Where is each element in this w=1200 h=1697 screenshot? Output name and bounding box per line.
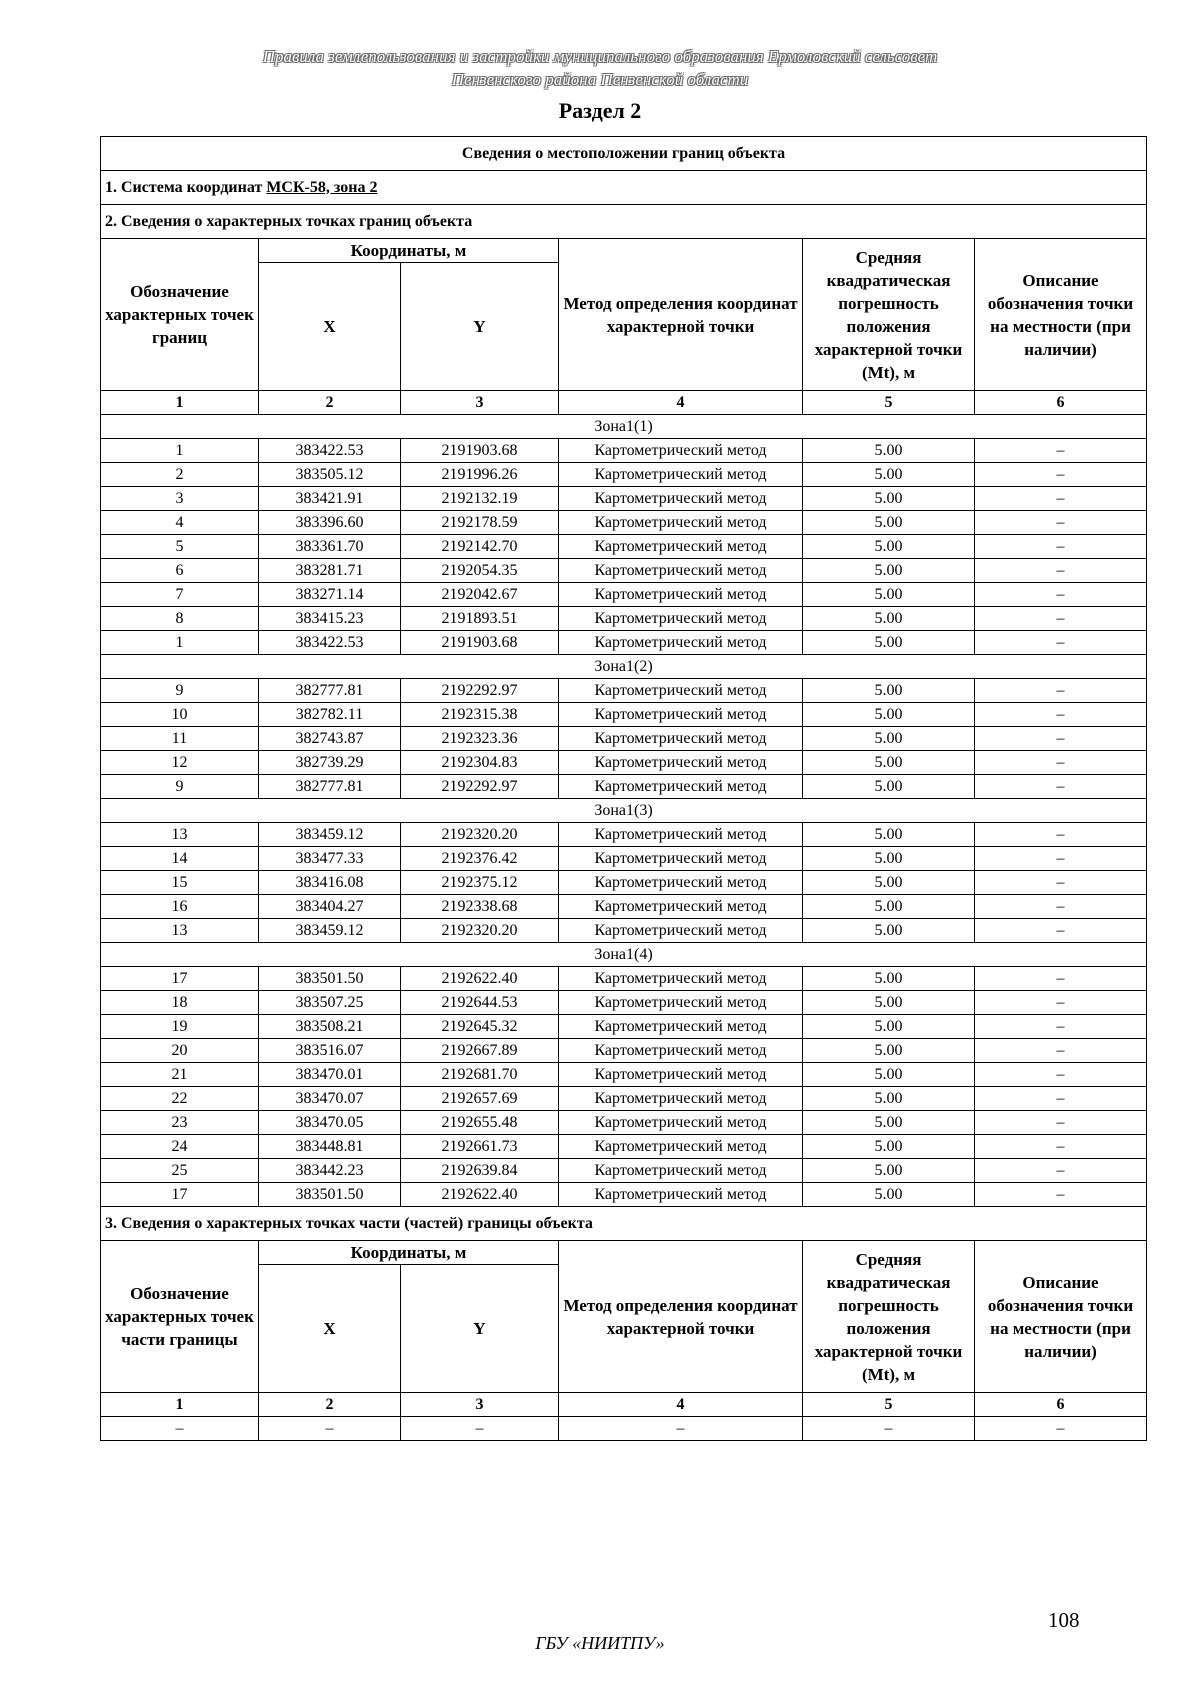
error-value: 5.00 <box>803 1183 975 1207</box>
description: – <box>975 1087 1147 1111</box>
running-header-line1: Правила землепользования и застройки муниципального образования Ермоловский сельсовет <box>262 47 938 66</box>
method: Картометрический метод <box>559 1135 803 1159</box>
point-number: 6 <box>101 559 259 583</box>
coord-y: 2192622.40 <box>401 1183 559 1207</box>
table-row <box>101 607 1147 631</box>
point-number: 2 <box>101 463 259 487</box>
point-number: 13 <box>101 823 259 847</box>
table-row <box>101 1159 1147 1183</box>
coord-x: 383507.25 <box>259 991 401 1015</box>
description: – <box>975 895 1147 919</box>
description: – <box>975 1039 1147 1063</box>
coord-y: 2192320.20 <box>401 919 559 943</box>
method: Картометрический метод <box>559 775 803 799</box>
coord-y: 2192338.68 <box>401 895 559 919</box>
coord-y: 2192292.97 <box>401 775 559 799</box>
point-number: 19 <box>101 1015 259 1039</box>
description: – <box>975 847 1147 871</box>
col-header-designation-part: Обозначение характерных точек части границы <box>101 1241 259 1393</box>
error-value: 5.00 <box>803 583 975 607</box>
method: Картометрический метод <box>559 679 803 703</box>
description: – <box>975 871 1147 895</box>
description: – <box>975 775 1147 799</box>
col-number: 3 <box>401 391 559 415</box>
error-value: 5.00 <box>803 607 975 631</box>
description: – <box>975 1063 1147 1087</box>
coord-x: 383271.14 <box>259 583 401 607</box>
method: Картометрический метод <box>559 895 803 919</box>
table-caption: Сведения о местоположении границ объекта <box>101 137 1147 171</box>
coord-y: 2192667.89 <box>401 1039 559 1063</box>
coord-x: 383442.23 <box>259 1159 401 1183</box>
error-value: 5.00 <box>803 823 975 847</box>
error-value: 5.00 <box>803 895 975 919</box>
table-row <box>101 991 1147 1015</box>
col-number: 5 <box>803 1393 975 1417</box>
col-header-error: Средняя квадратическая погрешность положения характерной точки (Mt), м <box>803 239 975 391</box>
method: Картометрический метод <box>559 1111 803 1135</box>
table-row <box>101 775 1147 799</box>
coord-x: 383421.91 <box>259 487 401 511</box>
point-number: 21 <box>101 1063 259 1087</box>
coord-system-row <box>101 171 1147 205</box>
method: Картометрический метод <box>559 1159 803 1183</box>
description: – <box>975 607 1147 631</box>
method: Картометрический метод <box>559 823 803 847</box>
coord-y: 2192292.97 <box>401 679 559 703</box>
method: Картометрический метод <box>559 967 803 991</box>
description: – <box>975 919 1147 943</box>
table-row <box>101 679 1147 703</box>
table-row <box>101 967 1147 991</box>
error-value: 5.00 <box>803 535 975 559</box>
table-row <box>101 631 1147 655</box>
running-header-line2: Пензенского района Пензенской области <box>451 70 749 89</box>
coord-y: 2192304.83 <box>401 751 559 775</box>
method: Картометрический метод <box>559 727 803 751</box>
col-number: 1 <box>101 1393 259 1417</box>
col-header-designation: Обозначение характерных точек границ <box>101 239 259 391</box>
point-number: 7 <box>101 583 259 607</box>
point-number: 17 <box>101 1183 259 1207</box>
coord-y: 2192639.84 <box>401 1159 559 1183</box>
page-number: 108 <box>1048 1608 1080 1632</box>
error-value: 5.00 <box>803 1111 975 1135</box>
point-number: 18 <box>101 991 259 1015</box>
table-row <box>101 1135 1147 1159</box>
zone-row <box>101 655 1147 679</box>
description: – <box>975 511 1147 535</box>
table-row <box>101 1039 1147 1063</box>
col-number: 6 <box>975 391 1147 415</box>
error-value: 5.00 <box>803 1087 975 1111</box>
col-header-description: Описание обозначения точки на местности (при наличии) <box>975 1241 1147 1393</box>
boundary-table <box>100 136 1147 1441</box>
coord-y: 2192042.67 <box>401 583 559 607</box>
description: – <box>975 463 1147 487</box>
error-value: 5.00 <box>803 1063 975 1087</box>
col-number-row <box>101 391 1147 415</box>
point-number: 20 <box>101 1039 259 1063</box>
coord-x: 383448.81 <box>259 1135 401 1159</box>
point-number: 9 <box>101 679 259 703</box>
zone-label: Зона1(4) <box>101 943 1147 967</box>
description: – <box>975 967 1147 991</box>
coord-y: 2192655.48 <box>401 1111 559 1135</box>
error-value: 5.00 <box>803 463 975 487</box>
point-number: 9 <box>101 775 259 799</box>
col-header-coords: Координаты, м <box>259 1241 559 1265</box>
coord-x: 383470.01 <box>259 1063 401 1087</box>
table-row <box>101 727 1147 751</box>
coord-x: 383422.53 <box>259 439 401 463</box>
coord-y: 2192320.20 <box>401 823 559 847</box>
point-number: 22 <box>101 1087 259 1111</box>
col-number: 4 <box>559 1393 803 1417</box>
description: – <box>975 991 1147 1015</box>
error-value: 5.00 <box>803 1039 975 1063</box>
coord-y: 2192622.40 <box>401 967 559 991</box>
description: – <box>975 439 1147 463</box>
method: Картометрический метод <box>559 1063 803 1087</box>
coord-y: 2192645.32 <box>401 1015 559 1039</box>
method: Картометрический метод <box>559 847 803 871</box>
zone-label: Зона1(1) <box>101 415 1147 439</box>
point-number: 16 <box>101 895 259 919</box>
method: Картометрический метод <box>559 1015 803 1039</box>
error-value: 5.00 <box>803 1015 975 1039</box>
table-row <box>101 559 1147 583</box>
method: Картометрический метод <box>559 463 803 487</box>
table-row <box>101 463 1147 487</box>
coord-x: 383505.12 <box>259 463 401 487</box>
zone-row <box>101 799 1147 823</box>
col-number: 3 <box>401 1393 559 1417</box>
table-row <box>101 703 1147 727</box>
point-number: 5 <box>101 535 259 559</box>
method: Картометрический метод <box>559 703 803 727</box>
description: – <box>975 1015 1147 1039</box>
coord-x: 383459.12 <box>259 919 401 943</box>
point-number: 3 <box>101 487 259 511</box>
col-number: 2 <box>259 1393 401 1417</box>
coord-y: 2192323.36 <box>401 727 559 751</box>
description: – <box>975 703 1147 727</box>
coord-y: 2192661.73 <box>401 1135 559 1159</box>
description: – <box>975 1135 1147 1159</box>
coord-x: 383501.50 <box>259 1183 401 1207</box>
description: – <box>975 487 1147 511</box>
error-value: 5.00 <box>803 919 975 943</box>
table-row <box>101 895 1147 919</box>
point-number: 10 <box>101 703 259 727</box>
coord-y: – <box>401 1417 559 1441</box>
table-row <box>101 439 1147 463</box>
coord-x: 383422.53 <box>259 631 401 655</box>
description: – <box>975 535 1147 559</box>
description: – <box>975 751 1147 775</box>
error-value: 5.00 <box>803 847 975 871</box>
col-number: 4 <box>559 391 803 415</box>
coord-y: 2192054.35 <box>401 559 559 583</box>
point-number: 8 <box>101 607 259 631</box>
point-number: 12 <box>101 751 259 775</box>
coord-y: 2191903.68 <box>401 631 559 655</box>
table-row <box>101 583 1147 607</box>
col-header-x: X <box>259 1265 401 1393</box>
error-value: 5.00 <box>803 1135 975 1159</box>
error-value: 5.00 <box>803 967 975 991</box>
section2-title: 2. Сведения о характерных точках границ объекта <box>101 205 1147 239</box>
point-number: 15 <box>101 871 259 895</box>
method: Картометрический метод <box>559 1183 803 1207</box>
description: – <box>975 1183 1147 1207</box>
description: – <box>975 1111 1147 1135</box>
coord-x: 383508.21 <box>259 1015 401 1039</box>
error-value: 5.00 <box>803 487 975 511</box>
col-header-y: Y <box>401 1265 559 1393</box>
table-row <box>101 1111 1147 1135</box>
description: – <box>975 583 1147 607</box>
coord-x: 382739.29 <box>259 751 401 775</box>
col-header-method: Метод определения координат характерной точки <box>559 239 803 391</box>
coord-y: 2192644.53 <box>401 991 559 1015</box>
point-number: 14 <box>101 847 259 871</box>
error-value: 5.00 <box>803 751 975 775</box>
col-header-x: X <box>259 263 401 391</box>
method: Картометрический метод <box>559 535 803 559</box>
table-row <box>101 1183 1147 1207</box>
error-value: 5.00 <box>803 703 975 727</box>
page-footer: ГБУ «НИИТПУ» <box>535 1633 665 1653</box>
coord-y: 2192657.69 <box>401 1087 559 1111</box>
col-number: 5 <box>803 391 975 415</box>
coord-x: 383416.08 <box>259 871 401 895</box>
error-value: 5.00 <box>803 439 975 463</box>
method: Картометрический метод <box>559 583 803 607</box>
error-value: 5.00 <box>803 871 975 895</box>
coord-y: 2192315.38 <box>401 703 559 727</box>
method: Картометрический метод <box>559 439 803 463</box>
table-row <box>101 1015 1147 1039</box>
error-value: 5.00 <box>803 511 975 535</box>
point-number: 1 <box>101 631 259 655</box>
error-value: 5.00 <box>803 775 975 799</box>
table-row <box>101 1417 1147 1441</box>
error-value: 5.00 <box>803 631 975 655</box>
point-number: 17 <box>101 967 259 991</box>
coord-x: 383396.60 <box>259 511 401 535</box>
table-row <box>101 535 1147 559</box>
zone-row <box>101 415 1147 439</box>
table-row <box>101 511 1147 535</box>
col-header-y: Y <box>401 263 559 391</box>
coord-x: 383470.05 <box>259 1111 401 1135</box>
method: Картометрический метод <box>559 607 803 631</box>
col-header-description: Описание обозначения точки на местности (при наличии) <box>975 239 1147 391</box>
method: Картометрический метод <box>559 487 803 511</box>
table-row <box>101 751 1147 775</box>
coord-y: 2191903.68 <box>401 439 559 463</box>
col-header-method: Метод определения координат характерной точки <box>559 1241 803 1393</box>
coord-x: 383281.71 <box>259 559 401 583</box>
error-value: 5.00 <box>803 559 975 583</box>
coord-y: 2192132.19 <box>401 487 559 511</box>
method: Картометрический метод <box>559 751 803 775</box>
point-number: 4 <box>101 511 259 535</box>
point-number: 11 <box>101 727 259 751</box>
error-value: 5.00 <box>803 1159 975 1183</box>
col-number: 6 <box>975 1393 1147 1417</box>
description: – <box>975 559 1147 583</box>
point-number: 13 <box>101 919 259 943</box>
coord-y: 2192376.42 <box>401 847 559 871</box>
coord-x: 382777.81 <box>259 775 401 799</box>
zone-label: Зона1(3) <box>101 799 1147 823</box>
point-number: 25 <box>101 1159 259 1183</box>
coord-x: 383477.33 <box>259 847 401 871</box>
method: Картометрический метод <box>559 1087 803 1111</box>
error-value: – <box>803 1417 975 1441</box>
description: – <box>975 631 1147 655</box>
coord-x: 383404.27 <box>259 895 401 919</box>
coord-system-label: 1. Система координат <box>105 178 267 196</box>
table-row <box>101 1087 1147 1111</box>
error-value: 5.00 <box>803 727 975 751</box>
method: Картометрический метод <box>559 1039 803 1063</box>
coord-x: 383459.12 <box>259 823 401 847</box>
table-row <box>101 1063 1147 1087</box>
method: Картометрический метод <box>559 559 803 583</box>
section3-title: 3. Сведения о характерных точках части (частей) границы объекта <box>101 1207 1147 1241</box>
col-number-row <box>101 1393 1147 1417</box>
method: Картометрический метод <box>559 511 803 535</box>
description: – <box>975 1159 1147 1183</box>
description: – <box>975 727 1147 751</box>
coord-y: 2192142.70 <box>401 535 559 559</box>
coord-x: 383501.50 <box>259 967 401 991</box>
point-number: 1 <box>101 439 259 463</box>
table-row <box>101 919 1147 943</box>
description: – <box>975 823 1147 847</box>
coord-x: 383361.70 <box>259 535 401 559</box>
method: – <box>559 1417 803 1441</box>
coord-y: 2191893.51 <box>401 607 559 631</box>
coord-x: 382743.87 <box>259 727 401 751</box>
coord-system-value: МСК-58, зона 2 <box>266 178 378 196</box>
method: Картометрический метод <box>559 871 803 895</box>
point-number: 24 <box>101 1135 259 1159</box>
col-number: 2 <box>259 391 401 415</box>
coord-y: 2192375.12 <box>401 871 559 895</box>
coord-x: 382782.11 <box>259 703 401 727</box>
table-row <box>101 847 1147 871</box>
coord-x: 383415.23 <box>259 607 401 631</box>
zone-label: Зона1(2) <box>101 655 1147 679</box>
coord-x: 383470.07 <box>259 1087 401 1111</box>
zone-row <box>101 943 1147 967</box>
point-number: – <box>101 1417 259 1441</box>
page-title: Раздел 2 <box>558 98 642 123</box>
description: – <box>975 1417 1147 1441</box>
col-header-coords: Координаты, м <box>259 239 559 263</box>
method: Картометрический метод <box>559 631 803 655</box>
coord-x: – <box>259 1417 401 1441</box>
coord-x: 383516.07 <box>259 1039 401 1063</box>
method: Картометрический метод <box>559 991 803 1015</box>
coord-x: 382777.81 <box>259 679 401 703</box>
coord-y: 2191996.26 <box>401 463 559 487</box>
method: Картометрический метод <box>559 919 803 943</box>
table-row <box>101 487 1147 511</box>
error-value: 5.00 <box>803 991 975 1015</box>
point-number: 23 <box>101 1111 259 1135</box>
table-row <box>101 823 1147 847</box>
coord-y: 2192681.70 <box>401 1063 559 1087</box>
table-row <box>101 871 1147 895</box>
coord-y: 2192178.59 <box>401 511 559 535</box>
col-number: 1 <box>101 391 259 415</box>
error-value: 5.00 <box>803 679 975 703</box>
description: – <box>975 679 1147 703</box>
col-header-error: Средняя квадратическая погрешность положения характерной точки (Mt), м <box>803 1241 975 1393</box>
